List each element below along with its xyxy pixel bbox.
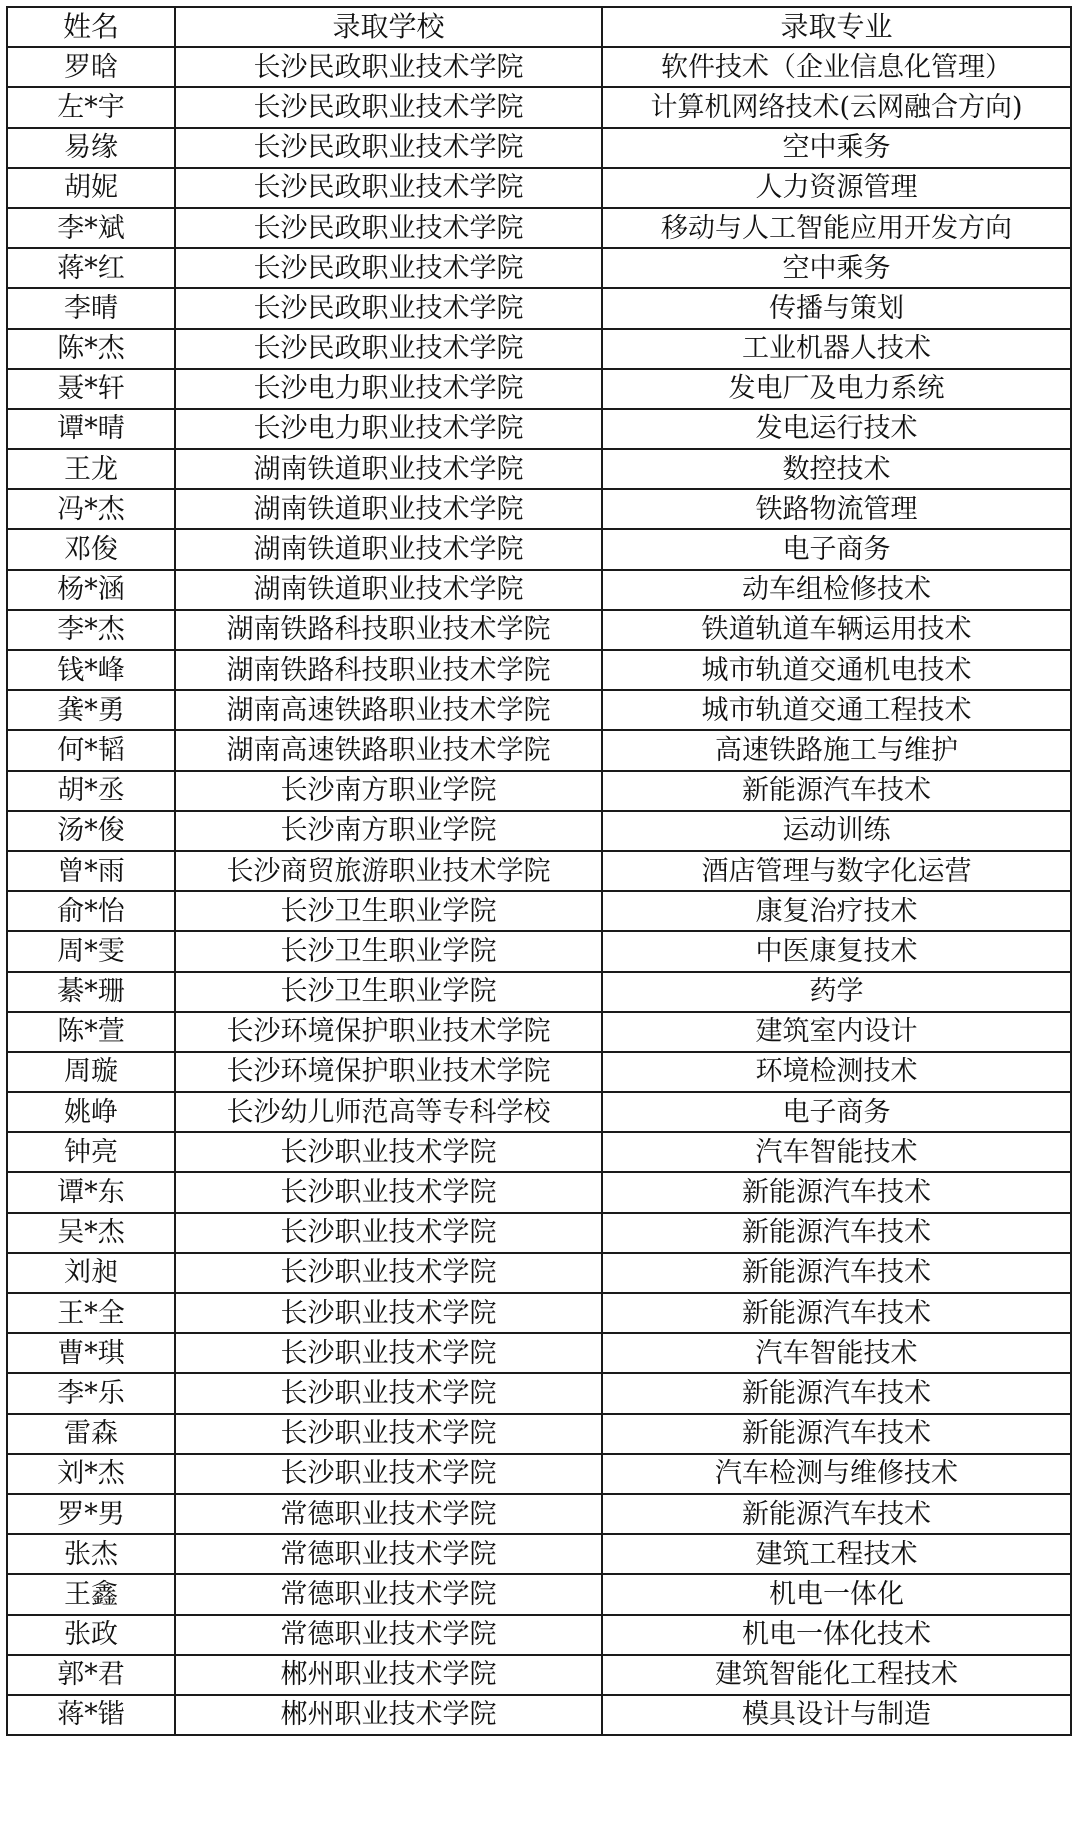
student-name-cell: 罗*男: [7, 1494, 175, 1534]
table-row: [7, 570, 1071, 610]
admission-major-cell: 软件技术（企业信息化管理）: [602, 47, 1071, 87]
student-name-cell: 李晴: [7, 288, 175, 328]
admission-major-cell: 汽车智能技术: [602, 1333, 1071, 1373]
admission-major-cell: 空中乘务: [602, 248, 1071, 288]
admission-school-cell: 湖南高速铁路职业技术学院: [175, 690, 602, 730]
table-row: [7, 1414, 1071, 1454]
table-row: [7, 811, 1071, 851]
admission-school-cell: 长沙卫生职业学院: [175, 891, 602, 931]
admission-major-cell: 中医康复技术: [602, 931, 1071, 971]
admission-school-cell: 长沙幼儿师范高等专科学校: [175, 1092, 602, 1132]
admission-school-cell: 长沙南方职业学院: [175, 811, 602, 851]
student-name-cell: 张杰: [7, 1534, 175, 1574]
admission-major-cell: 高速铁路施工与维护: [602, 730, 1071, 770]
admission-major-cell: 空中乘务: [602, 128, 1071, 168]
header-school: 录取学校: [175, 7, 602, 47]
student-name-cell: 聂*轩: [7, 369, 175, 409]
student-name-cell: 冯*杰: [7, 489, 175, 529]
table-row: [7, 1695, 1071, 1735]
table-row: [7, 1132, 1071, 1172]
admission-school-cell: 长沙民政职业技术学院: [175, 128, 602, 168]
table-row: [7, 931, 1071, 971]
admission-major-cell: 发电厂及电力系统: [602, 369, 1071, 409]
table-row: [7, 1052, 1071, 1092]
admission-major-cell: 新能源汽车技术: [602, 1213, 1071, 1253]
student-name-cell: 谭*晴: [7, 409, 175, 449]
table-row: [7, 449, 1071, 489]
admission-school-cell: 湖南铁道职业技术学院: [175, 489, 602, 529]
admission-school-cell: 长沙职业技术学院: [175, 1213, 602, 1253]
student-name-cell: 蒋*锴: [7, 1695, 175, 1735]
admission-school-cell: 湖南铁路科技职业技术学院: [175, 650, 602, 690]
admission-major-cell: 电子商务: [602, 1092, 1071, 1132]
student-name-cell: 易缘: [7, 128, 175, 168]
table-row: [7, 1574, 1071, 1614]
student-name-cell: 王鑫: [7, 1574, 175, 1614]
admission-school-cell: 长沙环境保护职业技术学院: [175, 1052, 602, 1092]
admission-school-cell: 郴州职业技术学院: [175, 1695, 602, 1735]
admission-major-cell: 新能源汽车技术: [602, 1373, 1071, 1413]
admission-school-cell: 长沙民政职业技术学院: [175, 288, 602, 328]
student-name-cell: 左*宇: [7, 87, 175, 127]
student-name-cell: 刘昶: [7, 1253, 175, 1293]
table-row: [7, 1655, 1071, 1695]
student-name-cell: 钟亮: [7, 1132, 175, 1172]
student-name-cell: 王龙: [7, 449, 175, 489]
table-row: [7, 1615, 1071, 1655]
student-name-cell: 曾*雨: [7, 851, 175, 891]
student-name-cell: 吴*杰: [7, 1213, 175, 1253]
student-name-cell: 杨*涵: [7, 570, 175, 610]
admission-school-cell: 湖南铁路科技职业技术学院: [175, 610, 602, 650]
student-name-cell: 龚*勇: [7, 690, 175, 730]
admission-major-cell: 新能源汽车技术: [602, 1172, 1071, 1212]
table-row: [7, 288, 1071, 328]
table-row: [7, 1494, 1071, 1534]
admission-major-cell: 机电一体化: [602, 1574, 1071, 1614]
header-row: [7, 7, 1071, 47]
admission-major-cell: 发电运行技术: [602, 409, 1071, 449]
student-name-cell: 李*杰: [7, 610, 175, 650]
admission-school-cell: 长沙职业技术学院: [175, 1293, 602, 1333]
student-name-cell: 陈*萱: [7, 1012, 175, 1052]
table-row: [7, 208, 1071, 248]
student-name-cell: 雷森: [7, 1414, 175, 1454]
admission-major-cell: 新能源汽车技术: [602, 1253, 1071, 1293]
table-row: [7, 1092, 1071, 1132]
admission-major-cell: 工业机器人技术: [602, 329, 1071, 369]
student-name-cell: 罗晗: [7, 47, 175, 87]
table-row: [7, 1253, 1071, 1293]
student-name-cell: 姚峥: [7, 1092, 175, 1132]
student-name-cell: 邓俊: [7, 529, 175, 569]
student-name-cell: 钱*峰: [7, 650, 175, 690]
admission-major-cell: 汽车智能技术: [602, 1132, 1071, 1172]
table-row: [7, 168, 1071, 208]
student-name-cell: 曹*琪: [7, 1333, 175, 1373]
admission-major-cell: 城市轨道交通工程技术: [602, 690, 1071, 730]
admission-school-cell: 常德职业技术学院: [175, 1615, 602, 1655]
student-name-cell: 胡妮: [7, 168, 175, 208]
student-name-cell: 陈*杰: [7, 329, 175, 369]
admission-school-cell: 常德职业技术学院: [175, 1574, 602, 1614]
admission-major-cell: 药学: [602, 972, 1071, 1012]
admission-major-cell: 移动与人工智能应用开发方向: [602, 208, 1071, 248]
admission-major-cell: 新能源汽车技术: [602, 1494, 1071, 1534]
table-row: [7, 610, 1071, 650]
student-name-cell: 李*乐: [7, 1373, 175, 1413]
admission-school-cell: 长沙民政职业技术学院: [175, 248, 602, 288]
admission-school-cell: 长沙职业技术学院: [175, 1132, 602, 1172]
student-name-cell: 谭*东: [7, 1172, 175, 1212]
table-row: [7, 1454, 1071, 1494]
student-name-cell: 刘*杰: [7, 1454, 175, 1494]
admission-school-cell: 长沙卫生职业学院: [175, 931, 602, 971]
admission-school-cell: 长沙职业技术学院: [175, 1333, 602, 1373]
admission-school-cell: 长沙南方职业学院: [175, 771, 602, 811]
table-row: [7, 891, 1071, 931]
admission-major-cell: 模具设计与制造: [602, 1695, 1071, 1735]
admission-school-cell: 湖南铁道职业技术学院: [175, 529, 602, 569]
student-name-cell: 胡*丞: [7, 771, 175, 811]
admission-major-cell: 计算机网络技术(云网融合方向): [602, 87, 1071, 127]
admission-school-cell: 长沙职业技术学院: [175, 1373, 602, 1413]
admission-major-cell: 动车组检修技术: [602, 570, 1071, 610]
admission-school-cell: 长沙民政职业技术学院: [175, 87, 602, 127]
admission-school-cell: 长沙职业技术学院: [175, 1253, 602, 1293]
table-body: [7, 47, 1071, 1735]
admission-school-cell: 长沙职业技术学院: [175, 1172, 602, 1212]
admission-school-cell: 常德职业技术学院: [175, 1534, 602, 1574]
admission-major-cell: 建筑室内设计: [602, 1012, 1071, 1052]
table-row: [7, 87, 1071, 127]
student-name-cell: 汤*俊: [7, 811, 175, 851]
admission-major-cell: 数控技术: [602, 449, 1071, 489]
table-row: [7, 489, 1071, 529]
student-name-cell: 张政: [7, 1615, 175, 1655]
table-row: [7, 1373, 1071, 1413]
student-name-cell: 綦*珊: [7, 972, 175, 1012]
table-row: [7, 47, 1071, 87]
admission-major-cell: 电子商务: [602, 529, 1071, 569]
admission-school-cell: 长沙民政职业技术学院: [175, 329, 602, 369]
table-row: [7, 1012, 1071, 1052]
admission-major-cell: 传播与策划: [602, 288, 1071, 328]
admission-school-cell: 长沙商贸旅游职业技术学院: [175, 851, 602, 891]
admission-school-cell: 长沙环境保护职业技术学院: [175, 1012, 602, 1052]
student-name-cell: 何*韬: [7, 730, 175, 770]
admission-major-cell: 铁道轨道车辆运用技术: [602, 610, 1071, 650]
table-row: [7, 771, 1071, 811]
admission-major-cell: 建筑智能化工程技术: [602, 1655, 1071, 1695]
admission-major-cell: 机电一体化技术: [602, 1615, 1071, 1655]
table-row: [7, 1333, 1071, 1373]
admission-major-cell: 汽车检测与维修技术: [602, 1454, 1071, 1494]
table-row: [7, 1534, 1071, 1574]
admission-school-cell: 长沙电力职业技术学院: [175, 369, 602, 409]
admission-school-cell: 长沙职业技术学院: [175, 1454, 602, 1494]
table-row: [7, 690, 1071, 730]
student-name-cell: 俞*怡: [7, 891, 175, 931]
admission-major-cell: 人力资源管理: [602, 168, 1071, 208]
student-name-cell: 周*雯: [7, 931, 175, 971]
table-row: [7, 972, 1071, 1012]
admission-school-cell: 长沙电力职业技术学院: [175, 409, 602, 449]
table-row: [7, 851, 1071, 891]
student-name-cell: 周璇: [7, 1052, 175, 1092]
admission-school-cell: 长沙民政职业技术学院: [175, 208, 602, 248]
table-row: [7, 1172, 1071, 1212]
table-row: [7, 329, 1071, 369]
admission-school-cell: 湖南高速铁路职业技术学院: [175, 730, 602, 770]
admission-school-cell: 湖南铁道职业技术学院: [175, 570, 602, 610]
table-row: [7, 128, 1071, 168]
table-row: [7, 730, 1071, 770]
admission-table: [6, 6, 1072, 1736]
admission-school-cell: 长沙民政职业技术学院: [175, 47, 602, 87]
table-row: [7, 248, 1071, 288]
admission-major-cell: 酒店管理与数字化运营: [602, 851, 1071, 891]
admission-major-cell: 运动训练: [602, 811, 1071, 851]
admission-major-cell: 康复治疗技术: [602, 891, 1071, 931]
admission-major-cell: 新能源汽车技术: [602, 1293, 1071, 1333]
admission-school-cell: 长沙卫生职业学院: [175, 972, 602, 1012]
header-major: 录取专业: [602, 7, 1071, 47]
table-row: [7, 650, 1071, 690]
admission-school-cell: 长沙职业技术学院: [175, 1414, 602, 1454]
header-name: 姓名: [7, 7, 175, 47]
admission-major-cell: 环境检测技术: [602, 1052, 1071, 1092]
admission-school-cell: 长沙民政职业技术学院: [175, 168, 602, 208]
table-row: [7, 1293, 1071, 1333]
student-name-cell: 郭*君: [7, 1655, 175, 1695]
admission-major-cell: 新能源汽车技术: [602, 771, 1071, 811]
table-row: [7, 369, 1071, 409]
admission-school-cell: 湖南铁道职业技术学院: [175, 449, 602, 489]
admission-major-cell: 城市轨道交通机电技术: [602, 650, 1071, 690]
admission-major-cell: 铁路物流管理: [602, 489, 1071, 529]
table-row: [7, 1213, 1071, 1253]
student-name-cell: 李*斌: [7, 208, 175, 248]
student-name-cell: 王*全: [7, 1293, 175, 1333]
admission-school-cell: 常德职业技术学院: [175, 1494, 602, 1534]
admission-major-cell: 新能源汽车技术: [602, 1414, 1071, 1454]
student-name-cell: 蒋*红: [7, 248, 175, 288]
table-row: [7, 409, 1071, 449]
table-row: [7, 529, 1071, 569]
admission-major-cell: 建筑工程技术: [602, 1534, 1071, 1574]
admission-school-cell: 郴州职业技术学院: [175, 1655, 602, 1695]
